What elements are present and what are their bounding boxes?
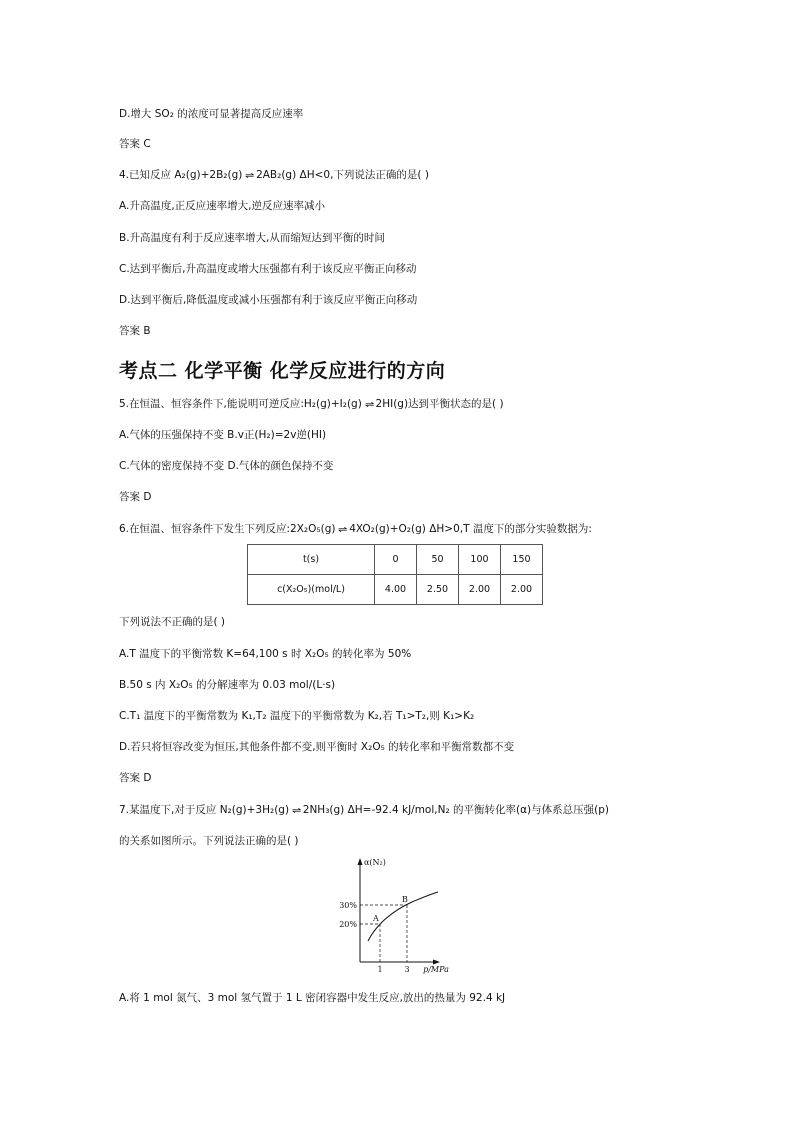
table-row xyxy=(248,575,543,605)
x-axis-label: p/MPa xyxy=(423,965,449,974)
q7-stem-start: 7.某温度下,对于反应 N₂(g)+3H₂(g) xyxy=(119,804,290,816)
q6-stem xyxy=(119,522,592,537)
point-b-label: B xyxy=(402,895,408,904)
q5-stem-start: 5.在恒温、恒容条件下,能说明可逆反应:H₂(g)+I₂(g) xyxy=(119,398,362,410)
table-cell: 0 xyxy=(375,545,417,575)
q6-answer: 答案 D xyxy=(119,772,152,784)
x-tick-1: 1 xyxy=(377,965,383,974)
table-cell: 2.00 xyxy=(459,575,501,605)
q5-stem xyxy=(119,397,504,412)
section-heading: 考点二 化学平衡 化学反应进行的方向 xyxy=(119,360,446,382)
table-cell: 2.50 xyxy=(417,575,459,605)
equilibrium-arrow-icon: ⇌ xyxy=(291,806,300,815)
q6-option-c: C.T₁ 温度下的平衡常数为 K₁,T₂ 温度下的平衡常数为 K₂,若 T₁>T₂,则 K₁>K₂ xyxy=(119,710,475,722)
q4-option-b: B.升高温度有利于反应速率增大,从而缩短达到平衡的时间 xyxy=(119,232,385,244)
q7-option-a: A.将 1 mol 氮气、3 mol 氢气置于 1 L 密闭容器中发生反应,放出的热量为 92.4 kJ xyxy=(119,992,506,1004)
q4-stem xyxy=(119,168,429,183)
experiment-data-table xyxy=(247,544,543,605)
table-cell: 4.00 xyxy=(375,575,417,605)
table-cell: 150 xyxy=(501,545,543,575)
table-cell: 2.00 xyxy=(501,575,543,605)
y-tick-30: 30% xyxy=(339,901,357,910)
q3-option-d: D.增大 SO₂ 的浓度可显著提高反应速率 xyxy=(119,108,304,120)
q7-stem-end: 2NH₃(g) ΔH=-92.4 kJ/mol,N₂ 的平衡转化率(α)与体系总压强(p) xyxy=(302,804,609,816)
q4-option-a: A.升高温度,正反应速率增大,逆反应速率减小 xyxy=(119,200,326,212)
x-axis-arrow-icon xyxy=(433,960,440,965)
table-row xyxy=(248,545,543,575)
q4-option-d: D.达到平衡后,降低温度或减小压强都有利于该反应平衡正向移动 xyxy=(119,294,418,306)
q7-stem xyxy=(119,803,609,818)
q7-stem-continued: 的关系如图所示。下列说法正确的是( ) xyxy=(119,835,299,847)
table-cell: 50 xyxy=(417,545,459,575)
y-axis-label: α(N₂) xyxy=(364,858,386,867)
point-a-label: A xyxy=(373,914,379,923)
q4-option-c: C.达到平衡后,升高温度或增大压强都有利于该反应平衡正向移动 xyxy=(119,263,417,275)
y-tick-20: 20% xyxy=(339,920,357,929)
y-axis-arrow-icon xyxy=(358,858,363,865)
equilibrium-arrow-icon: ⇌ xyxy=(364,400,373,409)
q6-stem-start: 6.在恒温、恒容条件下发生下列反应:2X₂O₅(g) xyxy=(119,523,336,535)
q6-stem-end: 4XO₂(g)+O₂(g) ΔH>0,T 温度下的部分实验数据为: xyxy=(349,523,592,535)
table-cell: 100 xyxy=(459,545,501,575)
q6-question: 下列说法不正确的是( ) xyxy=(119,616,226,628)
q3-answer: 答案 C xyxy=(119,138,151,150)
x-tick-3: 3 xyxy=(404,965,410,974)
table-row-label: c(X₂O₅)(mol/L) xyxy=(248,575,375,605)
q5-options-ab: A.气体的压强保持不变 B.v正(H₂)=2v逆(HI) xyxy=(119,429,327,441)
q5-stem-end: 2HI(g)达到平衡状态的是( ) xyxy=(375,398,504,410)
equilibrium-arrow-icon: ⇌ xyxy=(338,525,347,534)
equilibrium-arrow-icon: ⇌ xyxy=(245,171,254,180)
table-header-label: t(s) xyxy=(248,545,375,575)
q5-answer: 答案 D xyxy=(119,491,152,503)
q6-option-d: D.若只将恒容改变为恒压,其他条件都不变,则平衡时 X₂O₅ 的转化率和平衡常数都不变 xyxy=(119,741,515,753)
q6-option-a: A.T 温度下的平衡常数 K=64,100 s 时 X₂O₅ 的转化率为 50% xyxy=(119,648,412,660)
q4-stem-start: 4.已知反应 A₂(g)+2B₂(g) xyxy=(119,169,243,181)
q4-answer: 答案 B xyxy=(119,325,151,337)
q4-stem-end: 2AB₂(g) ΔH<0,下列说法正确的是( ) xyxy=(256,169,429,181)
q5-options-cd: C.气体的密度保持不变 D.气体的颜色保持不变 xyxy=(119,460,334,472)
q6-option-b: B.50 s 内 X₂O₅ 的分解速率为 0.03 mol/(L·s) xyxy=(119,679,336,691)
conversion-pressure-graph xyxy=(330,855,450,977)
